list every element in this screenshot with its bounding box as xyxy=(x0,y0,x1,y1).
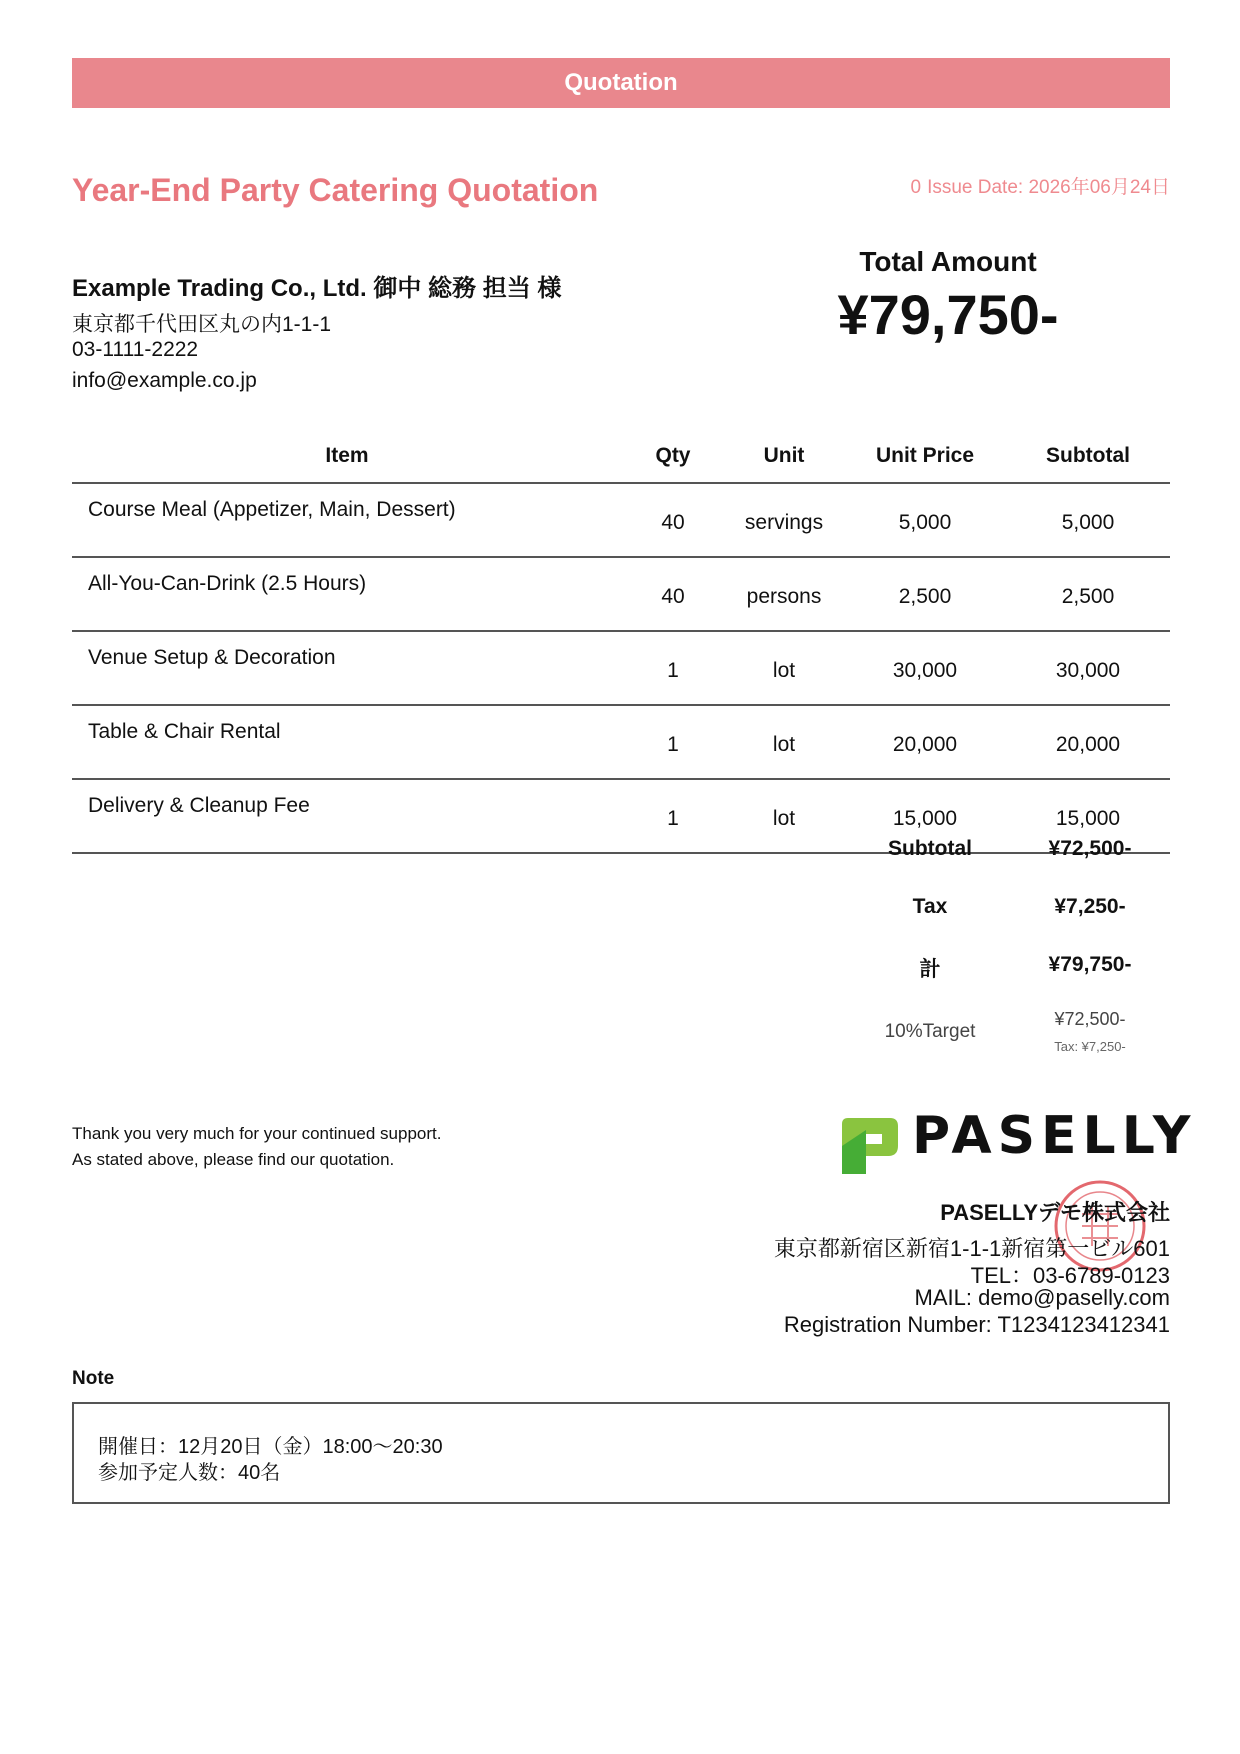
item-unit: lot xyxy=(724,779,844,853)
total-amount-label: Total Amount xyxy=(859,246,1037,277)
table-row xyxy=(72,483,1170,557)
item-subtotal: 20,000 xyxy=(1006,705,1170,779)
note-title: Note xyxy=(72,1368,115,1389)
item-subtotal: 2,500 xyxy=(1006,557,1170,631)
issuer-name: PASELLYデモ株式会社 xyxy=(940,1200,1170,1225)
grand-total-label: 計 xyxy=(919,958,941,981)
item-name: Course Meal (Appetizer, Main, Dessert) xyxy=(72,483,622,557)
paselly-logo-icon xyxy=(838,1116,902,1178)
grand-total-value: ¥79,750- xyxy=(1048,953,1132,976)
quotation-title: Year-End Party Catering Quotation xyxy=(72,172,599,208)
item-subtotal: 15,000 xyxy=(1006,779,1170,853)
header-unit-price: Unit Price xyxy=(844,430,1006,483)
tax-rate-base: ¥72,500- xyxy=(1054,1009,1126,1029)
header-qty: Qty xyxy=(622,430,724,483)
issuer-mail: MAIL: demo@paselly.com xyxy=(914,1285,1170,1310)
total-amount-value: ¥79,750- xyxy=(837,283,1059,346)
document-banner xyxy=(72,58,1170,108)
item-unit: lot xyxy=(724,631,844,705)
issuer-registration: Registration Number: T1234123412341 xyxy=(783,1312,1170,1337)
thanks-line-2: As stated above, please find our quotation. xyxy=(72,1150,395,1169)
item-unit: servings xyxy=(724,483,844,557)
issuer-tel: TEL：03-6789-0123 xyxy=(970,1263,1170,1288)
client-email: info@example.co.jp xyxy=(72,369,257,392)
banner-title: Quotation xyxy=(564,69,678,96)
header-unit: Unit xyxy=(724,430,844,483)
note-line-2: 参加予定人数：40名 xyxy=(98,1462,281,1484)
issue-date xyxy=(911,172,1171,199)
header-subtotal: Subtotal xyxy=(1006,430,1170,483)
item-name: All-You-Can-Drink (2.5 Hours) xyxy=(72,557,622,631)
item-unit: persons xyxy=(724,557,844,631)
client-phone: 03-1111-2222 xyxy=(72,338,199,361)
issuer-address: 東京都新宿区新宿1-1-1新宿第一ビル601 xyxy=(773,1236,1170,1261)
tax-label: Tax xyxy=(912,895,948,918)
table-row xyxy=(72,631,1170,705)
item-unit: lot xyxy=(724,705,844,779)
client-name: Example Trading Co., Ltd. 御中 総務 担当 様 xyxy=(72,275,562,302)
item-unit-price: 2,500 xyxy=(844,557,1006,631)
item-unit-price: 30,000 xyxy=(844,631,1006,705)
item-qty: 1 xyxy=(622,779,724,853)
item-subtotal: 30,000 xyxy=(1006,631,1170,705)
issue-number: 0 xyxy=(910,177,922,198)
item-unit-price: 5,000 xyxy=(844,483,1006,557)
table-row xyxy=(72,705,1170,779)
header-item: Item xyxy=(72,430,622,483)
item-unit-price: 20,000 xyxy=(844,705,1006,779)
table-row xyxy=(72,557,1170,631)
item-qty: 40 xyxy=(622,557,724,631)
item-name: Delivery & Cleanup Fee xyxy=(72,779,622,853)
item-name: Venue Setup & Decoration xyxy=(72,631,622,705)
client-address: 東京都千代田区丸の内1-1-1 xyxy=(72,313,332,336)
subtotal-value: ¥72,500- xyxy=(1048,837,1132,860)
item-qty: 40 xyxy=(622,483,724,557)
tax-value: ¥7,250- xyxy=(1054,895,1126,918)
item-unit-price: 15,000 xyxy=(844,779,1006,853)
note-line-1: 開催日：12月20日（金）18:00〜20:30 xyxy=(98,1436,443,1458)
items-table xyxy=(72,430,1170,854)
thanks-line-1: Thank you very much for your continued support. xyxy=(72,1124,442,1143)
issue-date-label: Issue Date: 2026年06月24日 xyxy=(927,177,1170,198)
item-qty: 1 xyxy=(622,631,724,705)
item-name: Table & Chair Rental xyxy=(72,705,622,779)
item-qty: 1 xyxy=(622,705,724,779)
item-subtotal: 5,000 xyxy=(1006,483,1170,557)
table-row xyxy=(72,779,1170,853)
paselly-logo-text: PASELLY xyxy=(912,1106,1197,1166)
tax-rate-tax: Tax: ¥7,250- xyxy=(1054,1039,1126,1054)
table-header-row xyxy=(72,430,1170,483)
subtotal-label: Subtotal xyxy=(888,837,972,860)
tax-rate-label: 10%Target xyxy=(884,1021,976,1042)
